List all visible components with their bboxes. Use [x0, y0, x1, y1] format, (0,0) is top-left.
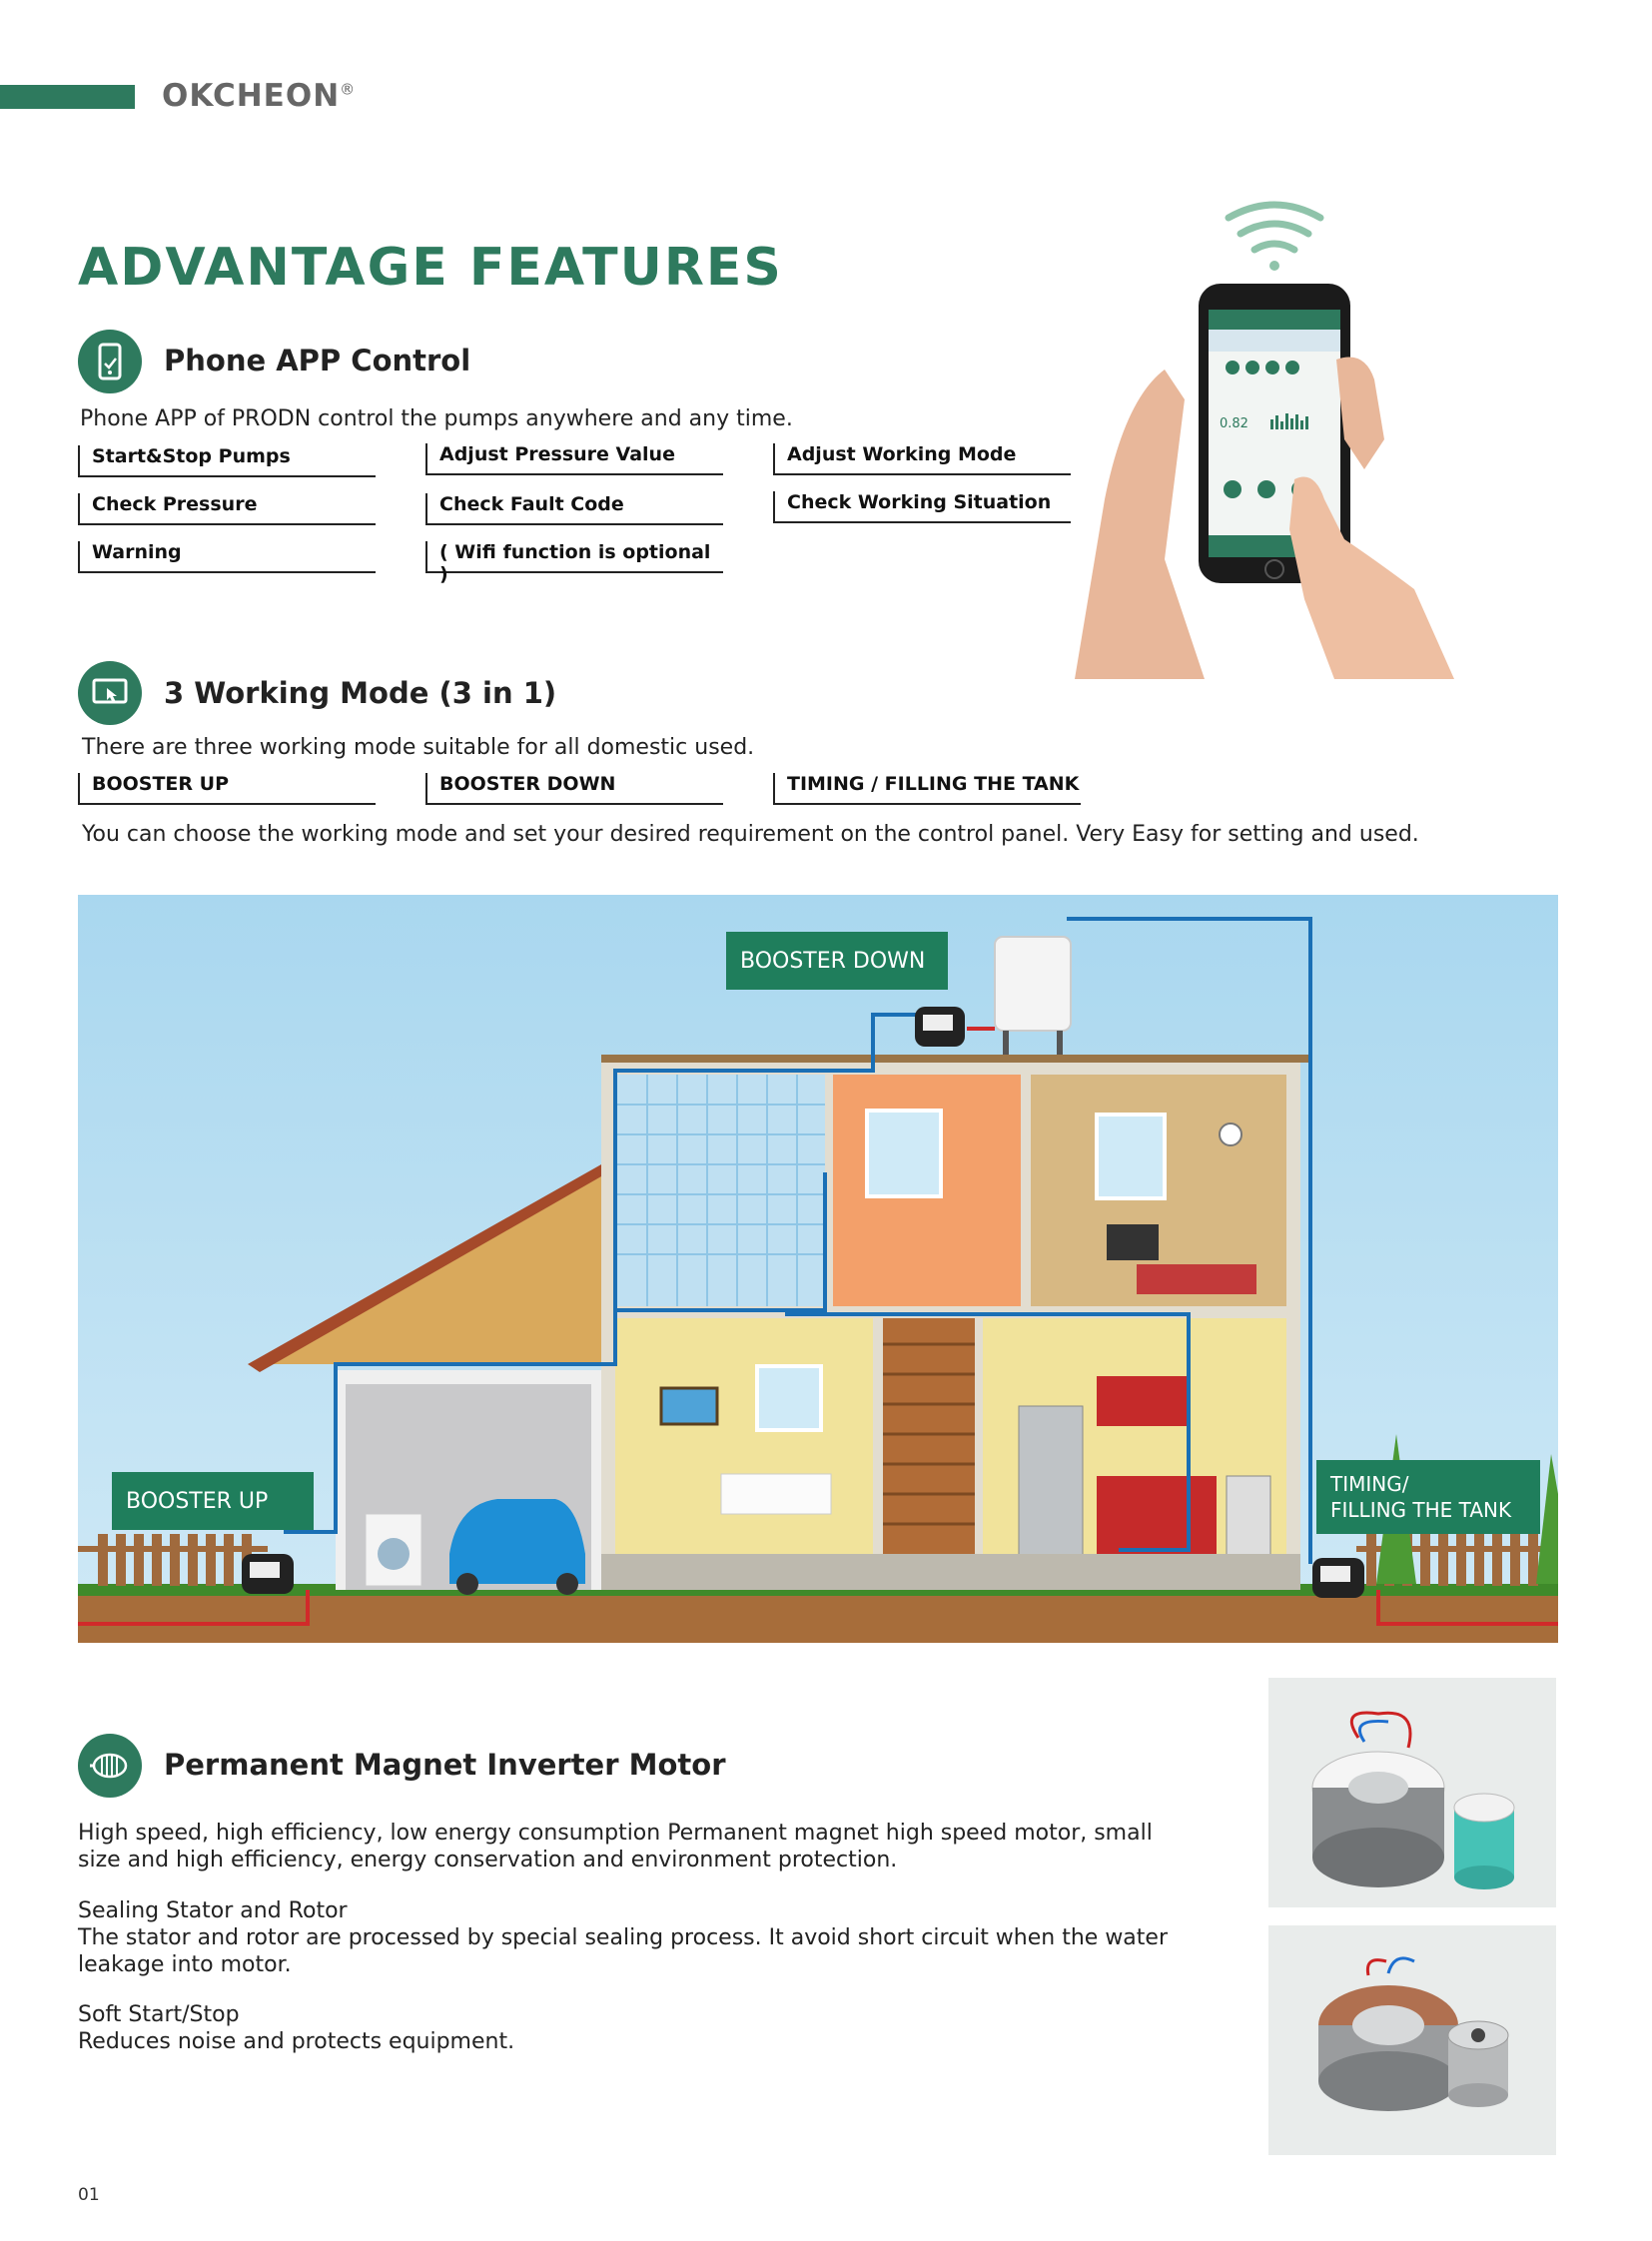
feature-tag: Adjust Pressure Value: [425, 443, 723, 475]
feature-tag: Adjust Working Mode: [773, 443, 1071, 475]
sealed-motor-image: [1268, 1678, 1556, 1907]
feature-tag: ( Wifi function is optional ): [425, 541, 723, 573]
section-title-modes: 3 Working Mode (3 in 1): [164, 676, 557, 710]
brand-accent-bar: [0, 85, 135, 109]
stator-rotor-image: [1268, 1925, 1556, 2155]
motor-para-3-line-1: Reduces noise and protects equipment.: [78, 2029, 515, 2054]
brand-logo: [162, 78, 356, 114]
phone-in-hand-illustration: [1075, 200, 1474, 679]
app-description: Phone APP of PRODN control the pumps anywhere and any time.: [80, 406, 793, 431]
phone-icon: [78, 330, 142, 393]
label-timing-line2: FILLING THE TANK: [1330, 1498, 1512, 1522]
phone-pressure-reading: 0.82: [1220, 416, 1248, 431]
motor-para-3: [78, 2001, 514, 2055]
motor-para-2-line-2: leakage into motor.: [78, 1952, 292, 1977]
wifi-icon: [1229, 205, 1320, 250]
motor-para-1: [78, 1820, 1153, 1873]
motor-icon: [78, 1734, 142, 1798]
motor-para-2-title: Sealing Stator and Rotor: [78, 1898, 348, 1923]
modes-description: There are three working mode suitable for all domestic used.: [82, 735, 755, 760]
label-booster-down: BOOSTER DOWN: [726, 932, 948, 990]
section-title-app: Phone APP Control: [164, 344, 471, 377]
motor-para-1-line-1: High speed, high efficiency, low energy consumption Permanent magnet high speed motor, small: [78, 1821, 1153, 1846]
page-number: 01: [78, 2185, 100, 2205]
modes-note: You can choose the working mode and set your desired requirement on the control panel. Very Easy for setting and used.: [82, 822, 1419, 847]
motor-para-2-line-1: The stator and rotor are processed by special sealing process. It avoid short circuit when the water: [78, 1925, 1168, 1950]
feature-tag: Check Working Situation: [773, 491, 1071, 523]
section-title-motor: Permanent Magnet Inverter Motor: [164, 1748, 726, 1782]
mode-tag-booster-down: BOOSTER DOWN: [425, 773, 723, 805]
pump-icon: [242, 1554, 294, 1594]
pump-icon: [1312, 1558, 1364, 1598]
motor-para-1-line-2: size and high efficiency, energy conservation and environment protection.: [78, 1848, 898, 1872]
feature-tag: Check Pressure: [78, 493, 376, 525]
label-booster-up: BOOSTER UP: [112, 1472, 314, 1530]
label-timing-line1: TIMING/: [1330, 1472, 1409, 1496]
brand-name: OKCHEON: [162, 78, 341, 114]
page-title: ADVANTAGE FEATURES: [78, 238, 783, 298]
feature-tag: Warning: [78, 541, 376, 573]
feature-tag: Start&Stop Pumps: [78, 445, 376, 477]
label-timing-filling: [1316, 1460, 1540, 1534]
motor-para-3-title: Soft Start/Stop: [78, 2002, 240, 2027]
brand-registered-mark: ®: [340, 80, 357, 99]
motor-para-2: [78, 1897, 1168, 1978]
feature-tag: Check Fault Code: [425, 493, 723, 525]
touch-screen-icon: [78, 661, 142, 725]
mode-tag-booster-up: BOOSTER UP: [78, 773, 376, 805]
house-water-system-diagram: [78, 895, 1558, 1643]
pump-icon: [915, 1007, 965, 1047]
mode-tag-timing: TIMING / FILLING THE TANK: [773, 773, 1081, 805]
